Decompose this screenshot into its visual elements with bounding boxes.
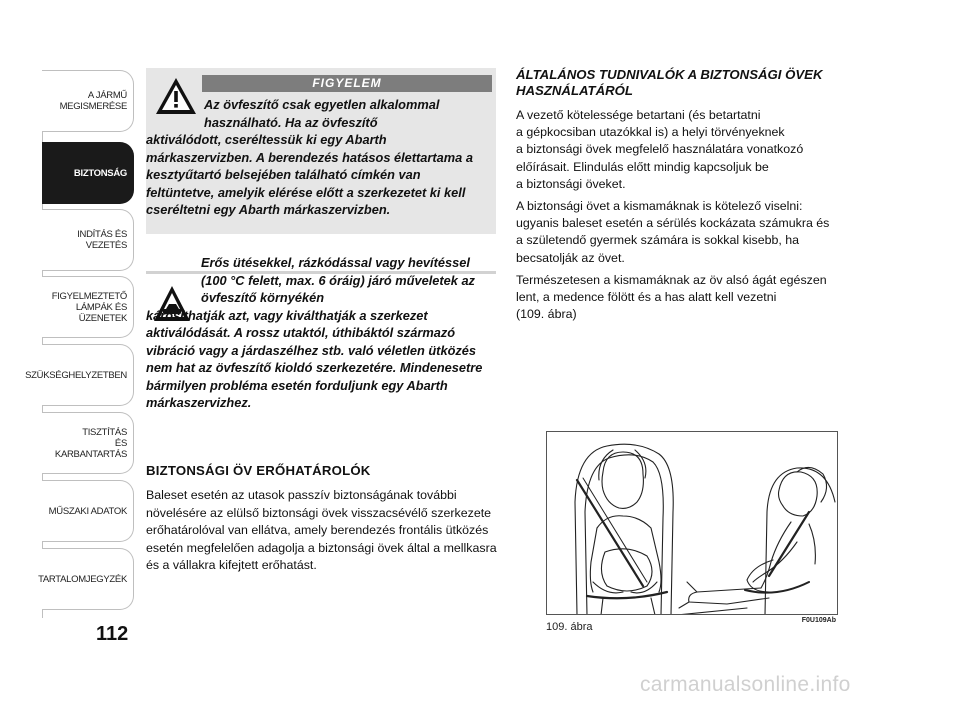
warning-text-rest: aktiválódott, cseréltessük ki egy Abarth márkaszervizben. A berendezés hatásos élettartama a kesztyűtartó belsejében található címkén van feltüntetve, amelyik elérése előtt a szerkezetet ki kell cseréltetni egy Abarth márkaszervizben. <box>146 132 473 217</box>
figure-caption: 109. ábra <box>546 621 593 633</box>
seatbelt-drawing <box>547 432 838 615</box>
tab-warning-lights[interactable]: FIGYELMEZTETŐ LÁMPÁK ÉS ÜZENETEK <box>42 276 134 338</box>
general-info-paragraph-3: Természetesen a kismamáknak az öv alsó ágát egészen lent, a medence fölött és a has alatt kell vezetni (109. ábra) <box>516 273 827 322</box>
caution-text <box>146 254 496 412</box>
tab-emergency[interactable]: SZÜKSÉGHELYZETBEN <box>42 344 134 406</box>
general-info-paragraph-1: A vezető kötelessége betartani (és betartatni a gépkocsiban utazókkal is) a helyi törvényeknek a biztonsági övek megfelelő használatára vonatkozó előírásait. Elindulás előtt mindig kapcsoljuk be a biztonsági öveket. <box>516 108 804 191</box>
caution-text-rest: károsíthatják azt, vagy kiválthatják a szerkezet aktiválódását. A rossz utaktól, úthibáktól származó vibráció vagy a járdaszélhez stb. való véletlen ütközés nem hat az övfeszítő kioldó szerkezetére. Mindenesetre bármilyen probléma esetén forduljunk egy Abarth márkaszervizhez. <box>146 307 483 410</box>
tab-starting-driving[interactable]: INDÍTÁS ÉS VEZETÉS <box>42 209 134 271</box>
tab-technical-data[interactable]: MŰSZAKI ADATOK <box>42 480 134 542</box>
page-number: 112 <box>96 623 129 645</box>
general-info-paragraph-2: A biztonsági övet a kismamáknak is kötelező viselni: ugyanis baleset esetén a sérülés kockázata számukra és a születendő gyermek számára is sokkal kisebb, ha becsatolják az övet. <box>516 199 830 265</box>
force-limiter-heading: BIZTONSÁGI ÖV ERŐHATÁROLÓK <box>146 463 371 478</box>
force-limiter-body: Baleset esetén az utasok passzív biztonságának további növelésére az elülső biztonsági övek visszacsévélő szerkezete erőhatárolóval van ellátva, amely berendezés frontális ütközés esetén megfelelően adagolja a biztonsági övek által a mellkasra és a vállakra kifejtett erőhatást. <box>146 488 497 572</box>
tab-maintenance[interactable]: TISZTÍTÁS ÉS KARBANTARTÁS <box>42 412 134 474</box>
warning-text-first: Az övfeszítő csak egyetlen alkalommal használható. Ha az övfeszítő <box>204 97 440 130</box>
warning-box <box>146 68 496 234</box>
warning-text <box>146 96 490 219</box>
seatbelt-illustration <box>546 431 838 615</box>
caution-text-first: Erős ütésekkel, rázkódással vagy hevítéssel (100 °C felett, max. 6 óráig) járó műveletek az övfeszítő környékén <box>201 255 475 305</box>
warning-header: FIGYELEM <box>202 75 492 92</box>
tab-index[interactable]: TARTALOMJEGYZÉK <box>42 548 134 610</box>
tab-safety[interactable]: BIZTONSÁG <box>42 142 134 204</box>
watermark: carmanualsonline.info <box>640 673 851 696</box>
figure-code: F0U109Ab <box>801 617 836 624</box>
general-info-heading: ÁLTALÁNOS TUDNIVALÓK A BIZTONSÁGI ÖVEK HASZNÁLATÁRÓL <box>516 67 823 98</box>
tab-vehicle-overview[interactable]: A JÁRMŰ MEGISMERÉSE <box>42 70 134 132</box>
